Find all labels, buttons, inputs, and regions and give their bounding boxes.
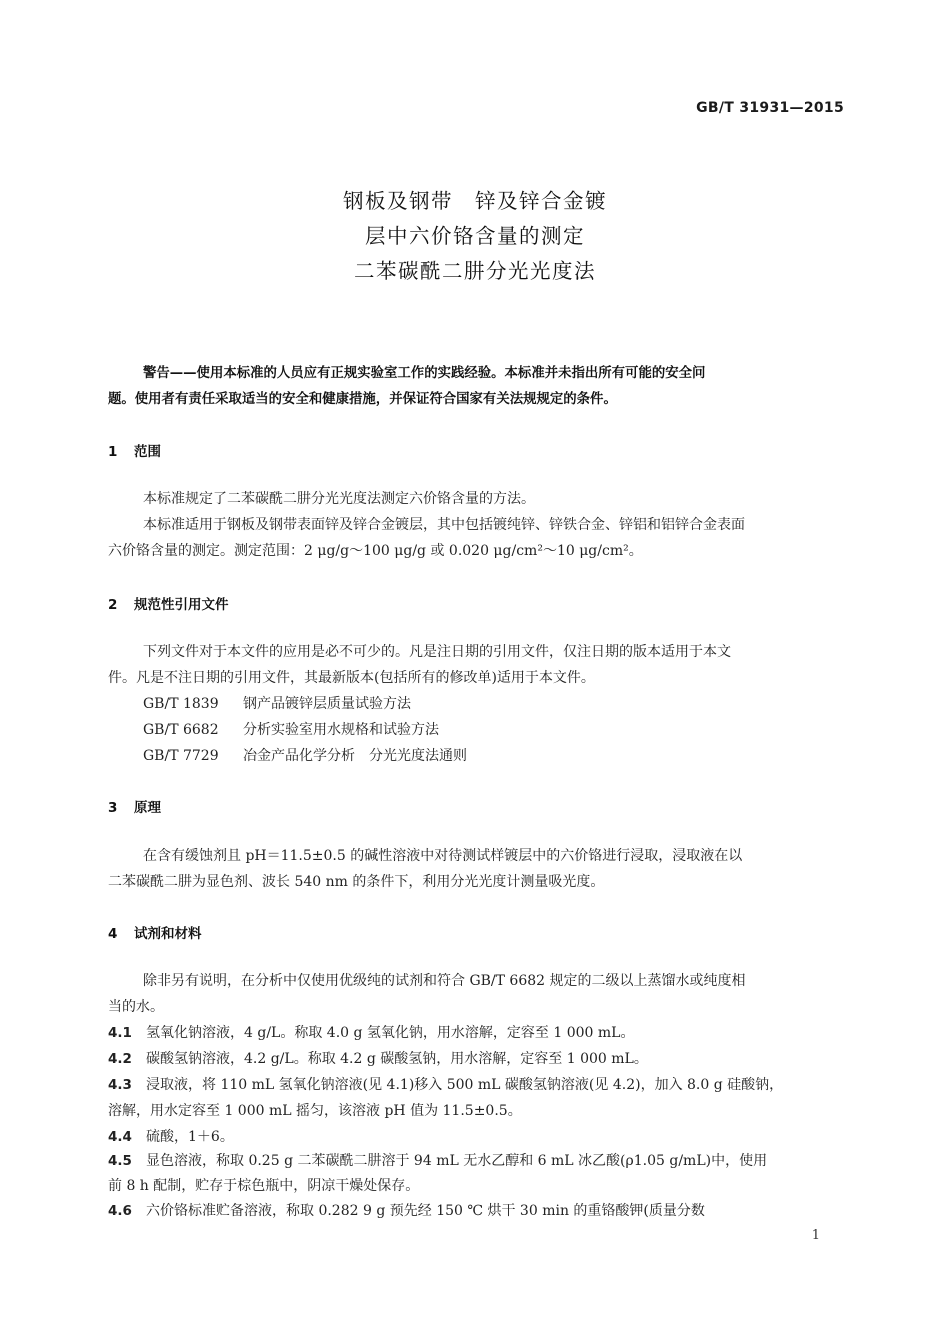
document-title-line-1: 钢板及钢带 锌及锌合金镀 [343,189,607,213]
item-text: 六价铬标准贮备溶液，称取 0.282 9 g 预先经 150 ℃ 烘干 30 min 的重铬酸钾(质量分数 [146,1203,705,1219]
references-intro-line-2: 件。凡是不注日期的引用文件，其最新版本(包括所有的修改单)适用于本文件。 [108,670,595,686]
reagent-item-4-5-continuation: 前 8 h 配制，贮存于棕色瓶中，阴凉干燥处保存。 [108,1178,420,1194]
reference-item [143,719,439,739]
reference-code: GB/T 6682 [143,722,219,738]
standard-number: GB/T 31931—2015 [696,100,844,116]
section-title: 试剂和材料 [134,926,202,942]
item-number: 4.2 [108,1051,132,1067]
section-number: 2 [108,597,118,613]
item-text: 显色溶液，称取 0.25 g 二苯碳酰二肼溶于 94 mL 无水乙醇和 6 mL 冰乙酸(ρ1.05 g/mL)中，使用 [146,1153,768,1169]
section-number: 1 [108,444,118,460]
item-number: 4.6 [108,1203,132,1219]
document-title-line-3: 二苯碳酰二肼分光光度法 [354,259,596,283]
reference-item [143,745,467,765]
reagent-item-4-6 [108,1200,705,1220]
scope-paragraph-2-line-2: 六价铬含量的测定。测定范围：2 μg/g～100 μg/g 或 0.020 μg/cm²～10 μg/cm²。 [108,543,643,559]
section-title: 原理 [134,800,161,816]
reference-code: GB/T 7729 [143,748,219,764]
item-number: 4.4 [108,1129,132,1145]
section-number: 4 [108,926,118,942]
item-number: 4.3 [108,1077,132,1093]
item-number: 4.1 [108,1025,132,1041]
reagent-item-4-3-continuation: 溶解，用水定容至 1 000 mL 摇匀，该溶液 pH 值为 11.5±0.5。 [108,1103,522,1119]
scope-paragraph-2-line-1: 本标准适用于钢板及钢带表面锌及锌合金镀层，其中包括镀纯锌、锌铁合金、锌铝和铝锌合金表面 [143,517,745,533]
page-number: 1 [811,1228,820,1243]
item-text: 硫酸，1＋6。 [146,1129,234,1145]
reagent-item-4-5 [108,1150,767,1170]
principle-line-1: 在含有缓蚀剂且 pH＝11.5±0.5 的碱性溶液中对待测试样镀层中的六价铬进行浸取，浸取液在以 [143,848,743,864]
reference-title: 钢产品镀锌层质量试验方法 [243,696,411,712]
section-number: 3 [108,800,118,816]
document-title-line-2: 层中六价铬含量的测定 [365,224,585,248]
reagent-item-4-3 [108,1074,783,1094]
reagents-intro-line-1: 除非另有说明，在分析中仅使用优级纯的试剂和符合 GB/T 6682 规定的二级以上蒸馏水或纯度相 [143,973,746,989]
section-2-heading [108,593,229,613]
principle-line-2: 二苯碳酰二肼为显色剂、波长 540 nm 的条件下，利用分光光度计测量吸光度。 [108,874,605,890]
reference-item [143,693,411,713]
reagent-item-4-2 [108,1048,648,1068]
section-1-heading [108,440,161,460]
warning-text-line-2: 题。使用者有责任采取适当的安全和健康措施，并保证符合国家有关法规规定的条件。 [108,392,617,407]
item-number: 4.5 [108,1153,132,1169]
scope-paragraph-1: 本标准规定了二苯碳酰二肼分光光度法测定六价铬含量的方法。 [143,491,535,507]
reference-code: GB/T 1839 [143,696,219,712]
section-3-heading [108,796,161,816]
item-text: 氢氧化钠溶液，4 g/L。称取 4.0 g 氢氧化钠，用水溶解，定容至 1 000 mL。 [146,1025,635,1041]
item-text: 碳酸氢钠溶液，4.2 g/L。称取 4.2 g 碳酸氢钠，用水溶解，定容至 1 000 mL。 [146,1051,648,1067]
reagents-intro-line-2: 当的水。 [108,999,164,1015]
references-intro-line-1: 下列文件对于本文件的应用是必不可少的。凡是注日期的引用文件，仅注日期的版本适用于本文 [143,644,731,660]
section-title: 范围 [134,444,161,460]
reagent-item-4-4 [108,1126,234,1146]
section-4-heading [108,922,202,942]
warning-text-line-1: 警告——使用本标准的人员应有正规实验室工作的实践经验。本标准并未指出所有可能的安全问 [143,366,706,381]
item-text: 浸取液，将 110 mL 氢氧化钠溶液(见 4.1)移入 500 mL 碳酸氢钠溶液(见 4.2)，加入 8.0 g 硅酸钠， [146,1077,784,1093]
reagent-item-4-1 [108,1022,634,1042]
reference-title: 冶金产品化学分析 分光光度法通则 [243,748,467,764]
reference-title: 分析实验室用水规格和试验方法 [243,722,439,738]
section-title: 规范性引用文件 [134,597,229,613]
